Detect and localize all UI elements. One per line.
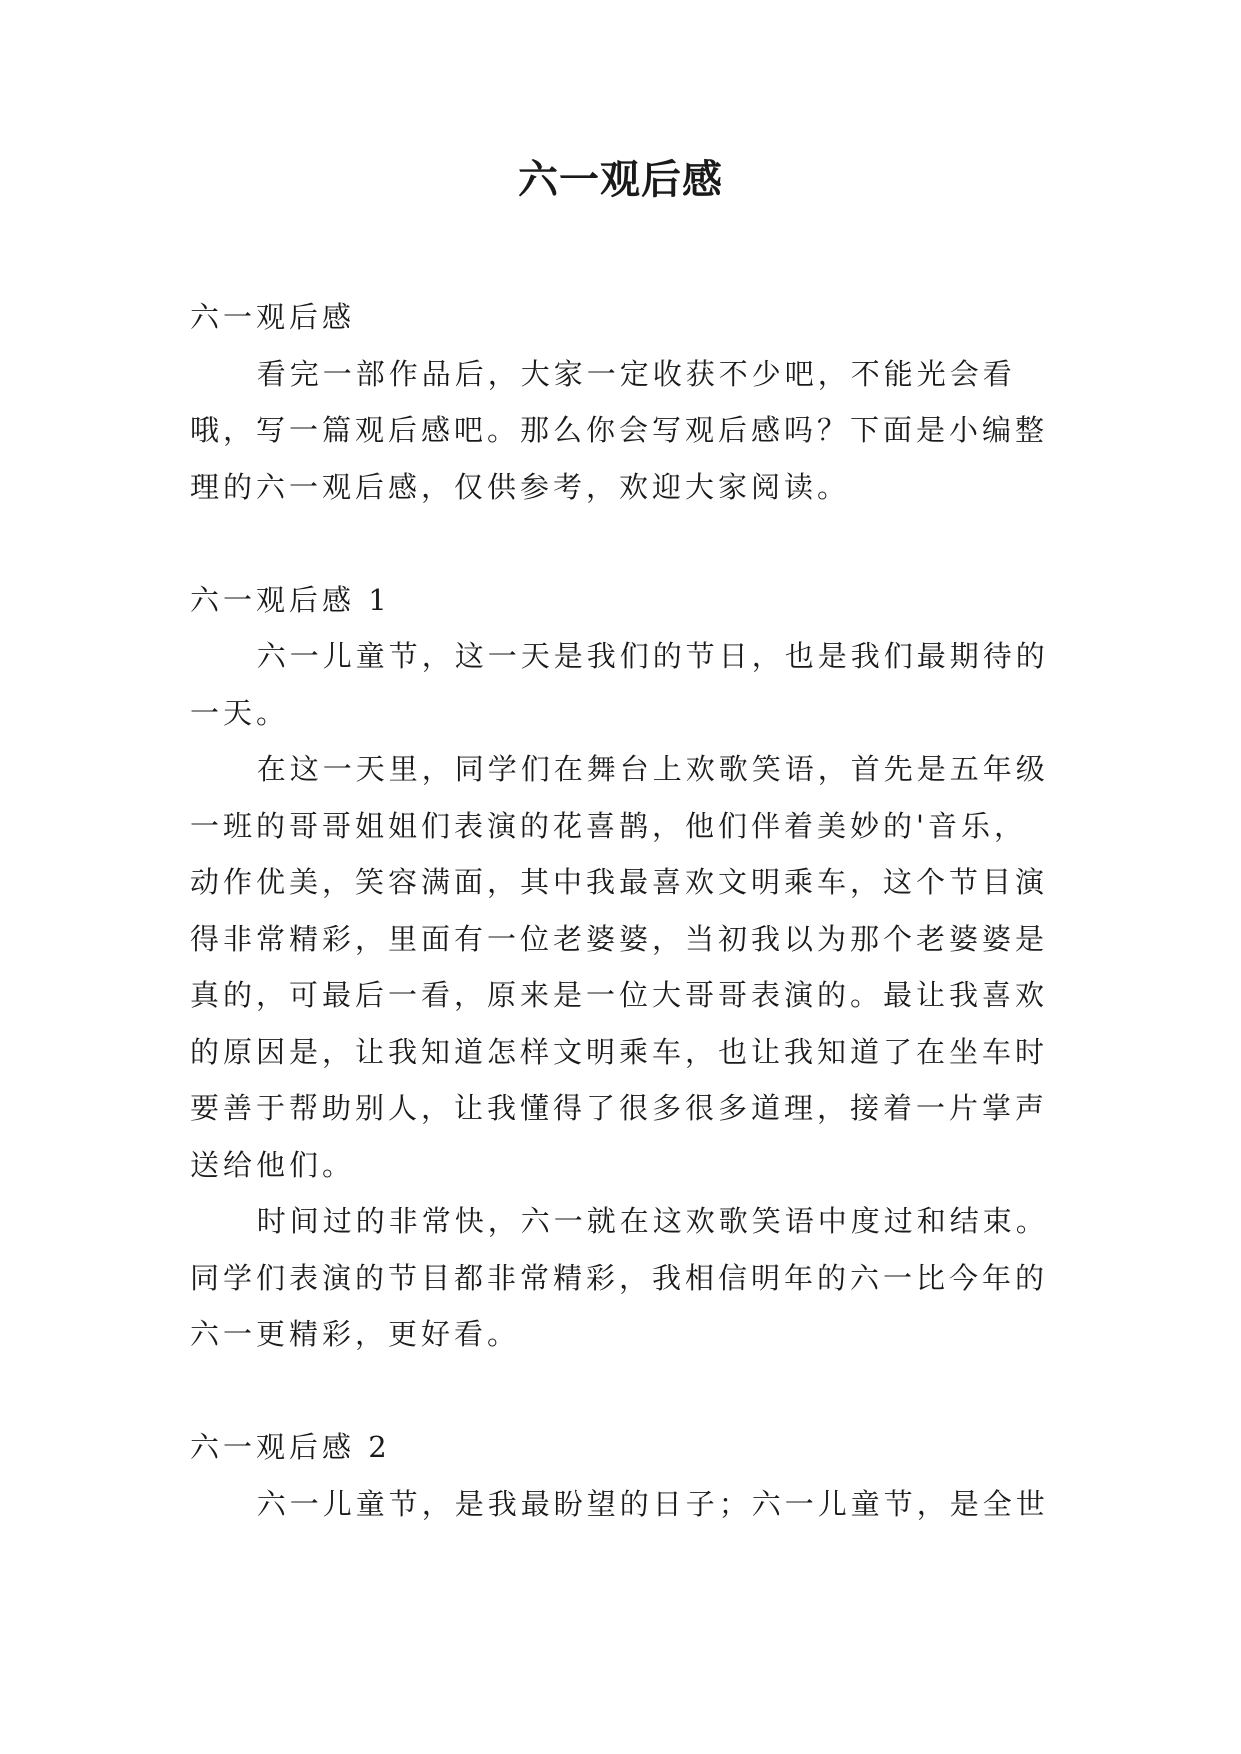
section-1-paragraph-1: 六一儿童节，这一天是我们的节日，也是我们最期待的一天。: [190, 639, 1049, 730]
section-spacer: [190, 515, 1052, 572]
document-body: [190, 289, 1052, 1532]
document-title: 六一观后感: [518, 157, 723, 203]
section-1-paragraph-2: 在这一天里，同学们在舞台上欢歌笑语，首先是五年级一班的哥哥姐姐们表演的花喜鹊，他们伴着美妙的'音乐，动作优美，笑容满面，其中我最喜欢文明乘车，这个节目演得非常精彩，里面有一位老婆婆，当初我以为那个老婆婆是真的，可最后一看，原来是一位大哥哥表演的。最让我喜欢的原因是，让我知道怎样文明乘车，也让我知道了在坐车时要善于帮助别人，让我懂得了很多很多道理，接着一片掌声送给他们。: [190, 752, 1049, 1182]
section-1-heading: 六一观后感 1: [190, 582, 391, 617]
section-2-heading: 六一观后感 2: [190, 1430, 391, 1464]
intro-paragraph: 看完一部作品后，大家一定收获不少吧，不能光会看哦，写一篇观后感吧。那么你会写观后感吗？下面是小编整理的六一观后感，仅供参考，欢迎大家阅读。: [190, 356, 1049, 504]
section-2-paragraph-1: 六一儿童节，是我最盼望的日子；六一儿童节，是全世: [256, 1486, 1049, 1521]
section-1-paragraph-3: 时间过的非常快，六一就在这欢歌笑语中度过和结束。同学们表演的节目都非常精彩，我相信明年的六一比今年的六一更精彩，更好看。: [190, 1204, 1049, 1351]
section-spacer: [190, 1363, 1052, 1420]
intro-heading: 六一观后感: [190, 300, 356, 334]
